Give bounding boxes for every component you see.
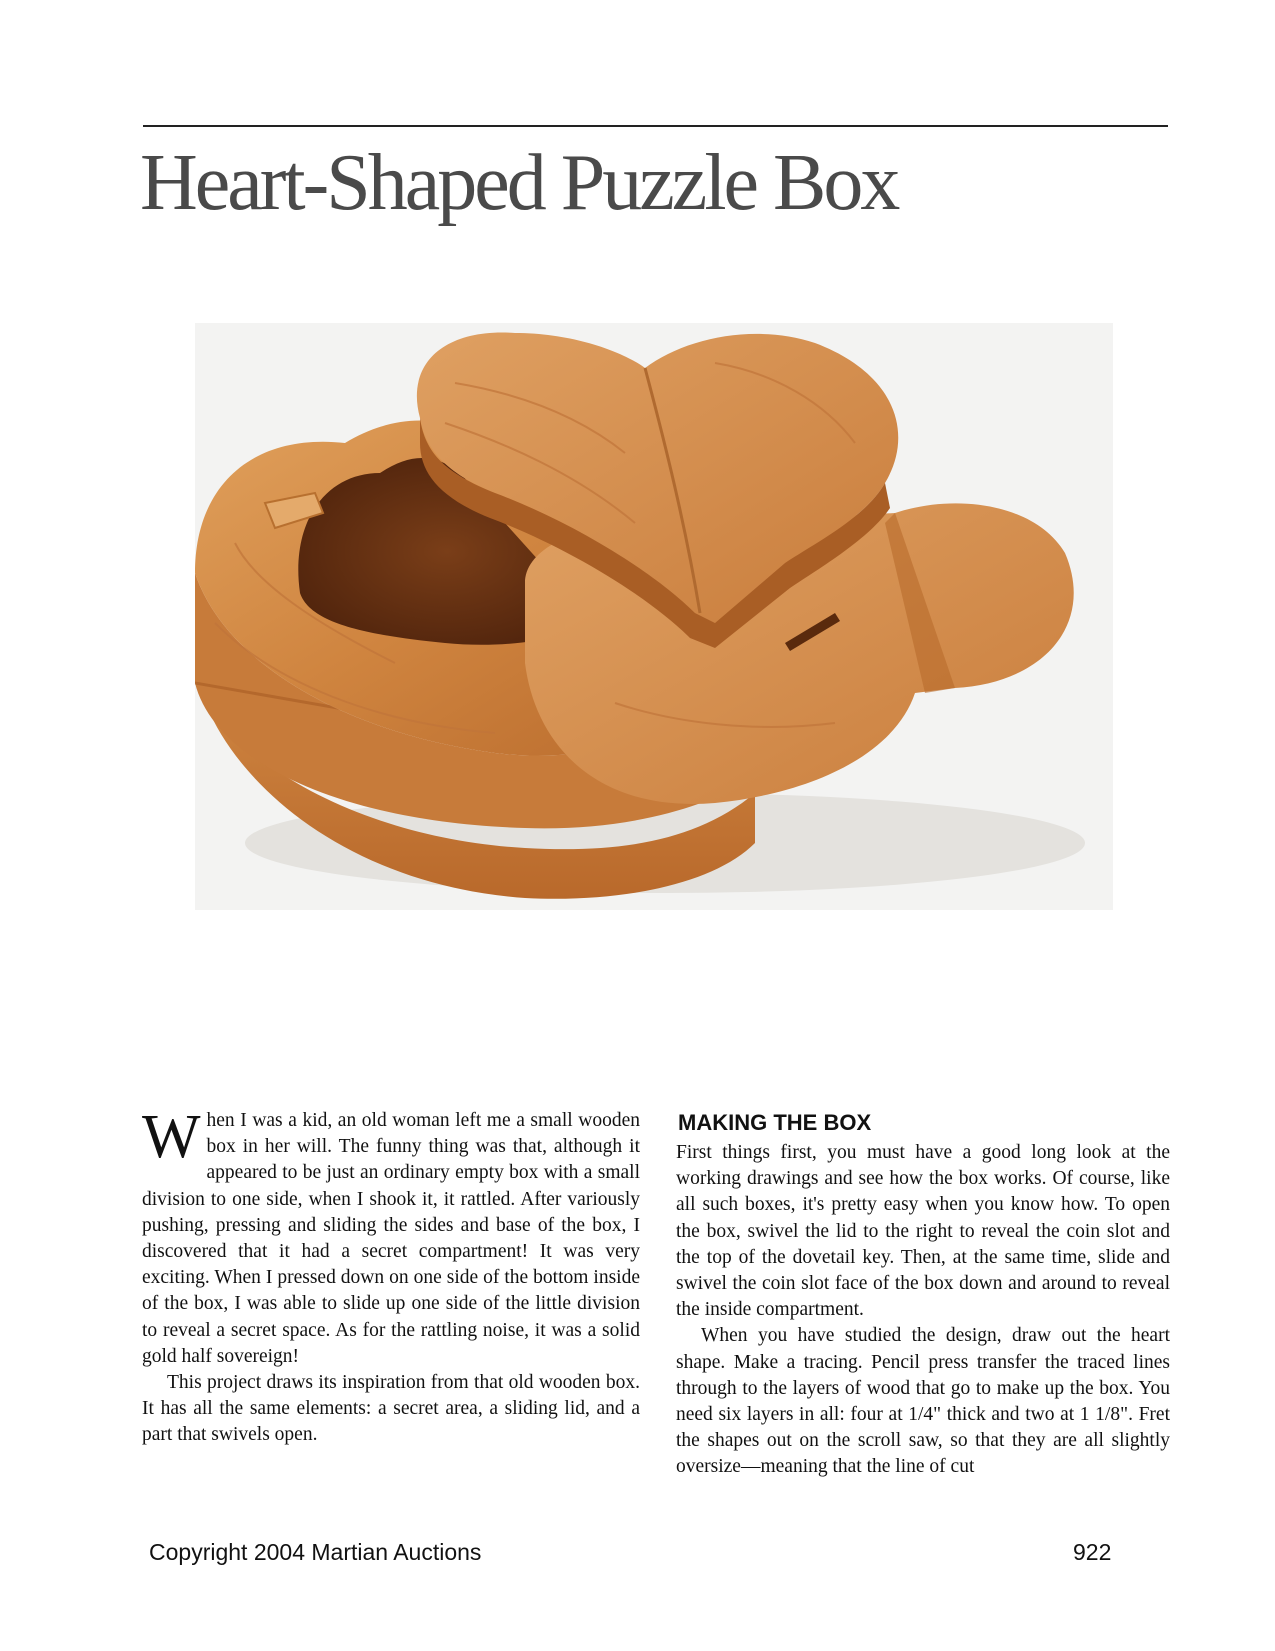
page-number: 922	[1073, 1539, 1112, 1565]
title-rule	[143, 125, 1168, 127]
instructions-paragraph-1: First things first, you must have a good long look at the working drawings and see how the box works. Of course, like all such boxes, it's pretty easy when you know how. To open the box, swivel the lid to the right to reveal the coin slot and the top of the dovetail key. Then, at the same time, slide and swivel the coin slot face of the box down and around to reveal the inside compartment.	[676, 1142, 1170, 1321]
section-heading: MAKING THE BOX	[678, 1110, 872, 1135]
puzzle-box-photo	[195, 323, 1113, 910]
footer-copyright: Copyright 2004 Martian Auctions	[149, 1539, 482, 1565]
intro-paragraph	[142, 1103, 640, 1370]
article-right-column	[676, 1110, 1170, 1481]
intro-paragraph-text: hen I was a kid, an old woman left me a small wooden box in her will. The funny thing was that, although it appeared to be just an ordinary empty box with a small division to one side, when I shook it, it rattled. After variously pushing, pressing and sliding the sides and base of the box, I discovered that it had a secret compartment! It was very exciting. When I pressed down on one side of the bottom inside of the box, I was able to slide up one side of the little division to reveal a secret space. As for the rattling noise, it was a solid gold half sovereign!	[142, 1110, 640, 1367]
instructions-paragraph-2: When you have studied the design, draw out the heart shape. Make a tracing. Pencil press transfer the traced lines through to the layers of wood that go to make up the box. You need six layers in all: four at 1/4" thick and two at 1 1/8". Fret the shapes out on the scroll saw, so that they are all slightly oversize—meaning that the line of cut	[676, 1325, 1170, 1478]
drop-cap: W	[142, 1103, 201, 1171]
article-left-column	[142, 1103, 640, 1449]
page-title: Heart-Shaped Puzzle Box	[140, 139, 898, 227]
inspiration-paragraph: This project draws its inspiration from that old wooden box. It has all the same elements: a secret area, a sliding lid, and a part that swivels open.	[142, 1372, 640, 1446]
